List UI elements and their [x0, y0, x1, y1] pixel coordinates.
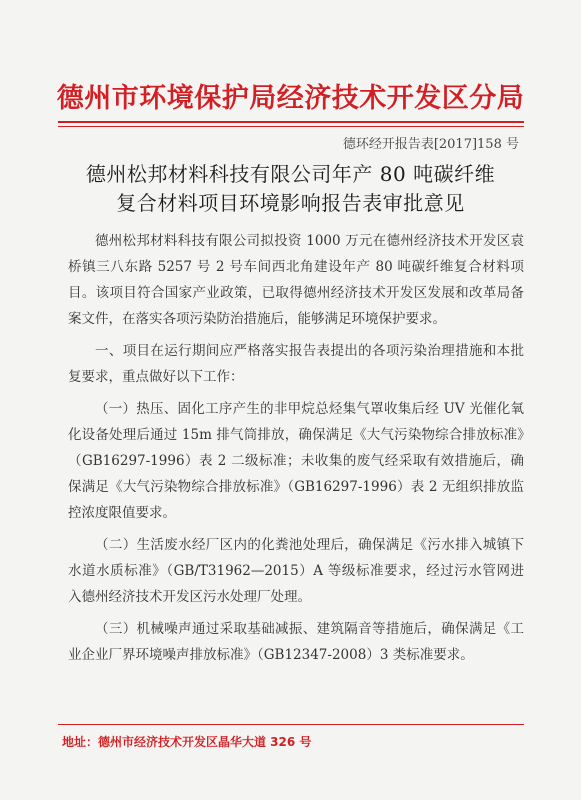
document-body — [68, 228, 524, 668]
letterhead-org: 德州市环境保护局经济技术开发区分局 — [56, 83, 525, 114]
document-number: 德环经开报告表[2017]158 号 — [342, 137, 519, 152]
paragraph: 德州松邦材料科技有限公司拟投资 1000 万元在德州经济技术开发区袁桥镇三八东路 5257 号 2 号车间西北角建设年产 80 吨碳纤维复合材料项目。该项目符合国家产业政策，已取得德州经济技术开发区发展和改革局备案文件，在落实各项污染防治措施后，能够满足环境保护要求。 — [68, 233, 524, 327]
footer-rule — [58, 724, 524, 725]
document-title-line1: 德州松邦材料科技有限公司年产 80 吨碳纤维 — [85, 162, 496, 186]
paragraph: （一）热压、固化工序产生的非甲烷总烃集气罩收集后经 UV 光催化氧化设备处理后通过 15m 排气筒排放，确保满足《大气污染物综合排放标准》（GB16297-1996）表 2 二级标准；未收集的废气经采取有效措施后，确保满足《大气污染物综合排放标准》（GB16297-1996）表 2 无组织排放监控浓度限值要求。 — [68, 401, 524, 521]
paragraph: （三）机械噪声通过采取基础减振、建筑隔音等措施后，确保满足《工业企业厂界环境噪声排放标准》（GB12347-2008）3 类标准要求。 — [68, 621, 524, 663]
letterhead-rule-thin — [58, 126, 524, 127]
document-title-line2: 复合材料项目环境影响报告表审批意见 — [116, 191, 465, 215]
footer-address: 地址：德州市经济技术开发区晶华大道 326 号 — [62, 735, 312, 749]
letterhead-rule — [58, 121, 524, 123]
paragraph: 一、项目在运行期间应严格落实报告表提出的各项污染治理措施和本批复要求，重点做好以下工作： — [68, 343, 524, 385]
paragraph: （二）生活废水经厂区内的化粪池处理后，确保满足《污水排入城镇下水道水质标准》（GB/T31962—2015）A 等级标准要求，经过污水管网进入德州经济技术开发区污水处理厂处理。 — [68, 537, 524, 605]
